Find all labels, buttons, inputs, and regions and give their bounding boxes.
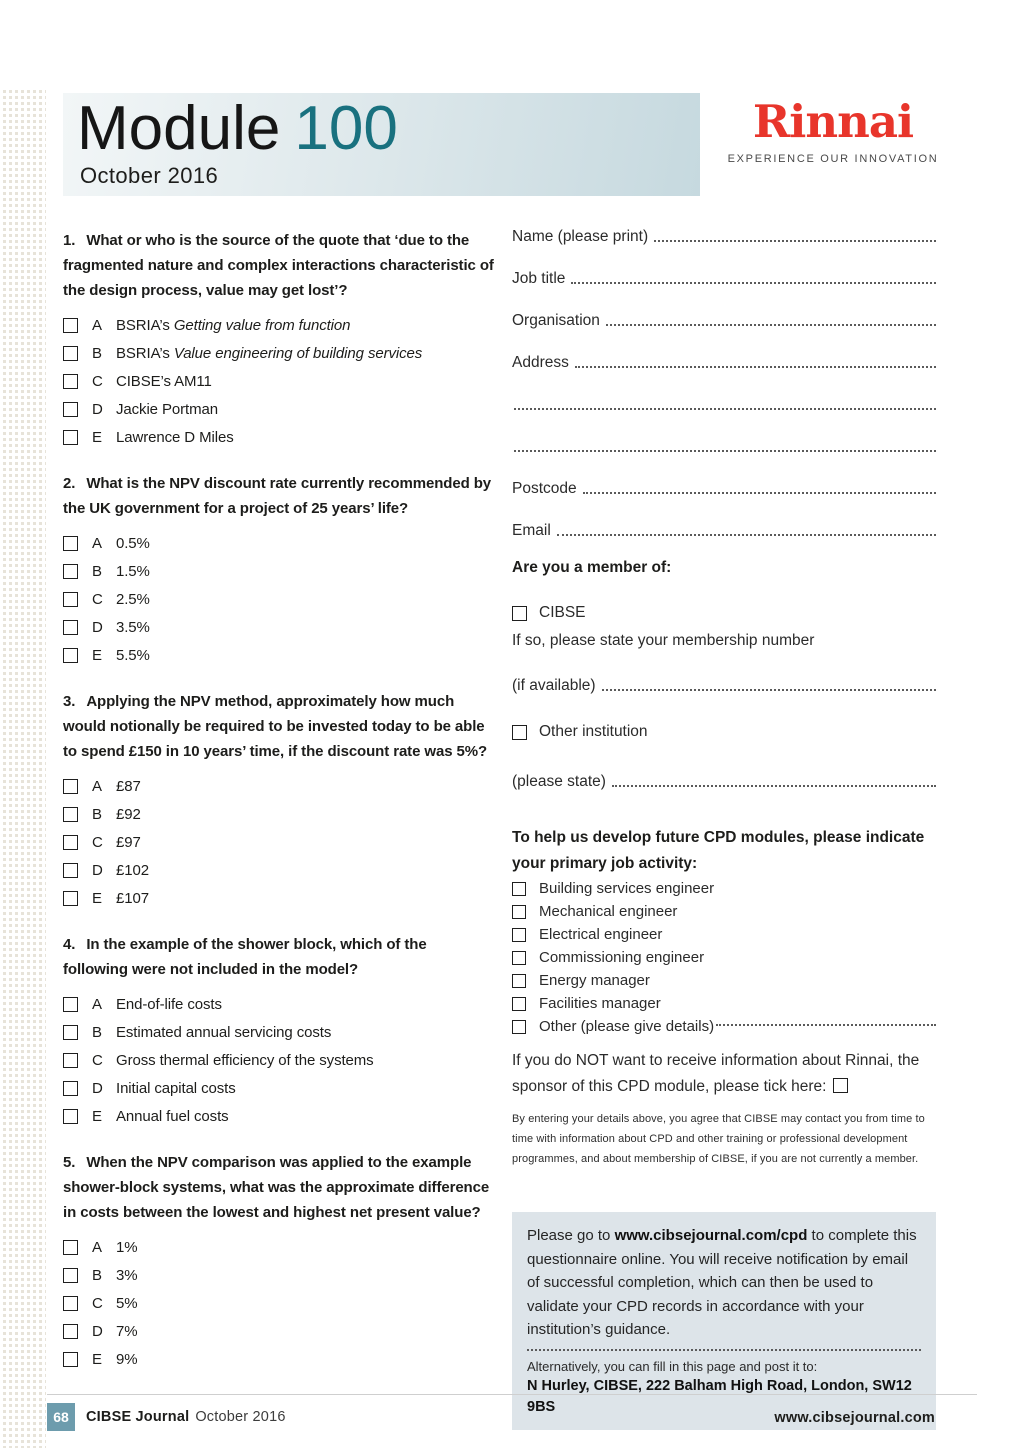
field-label: Address [512,354,569,371]
option-text-main: BSRIA’s [116,344,174,362]
q4-option-c-checkbox[interactable] [63,1053,78,1068]
dotted-line [606,324,936,326]
option-text-main: BSRIA’s [116,316,174,334]
question-text: What is the NPV discount rate currently recommended by the UK government for a project of 25 years’ life? [63,475,492,517]
option-text [116,806,141,823]
q1-option-e-checkbox[interactable] [63,430,78,445]
question-text: Applying the NPV method, approximately how much would notionally be required to be invested today to be able to spend £150 in 10 years’ time, if the discount rate was 5%? [63,693,488,760]
q2-option-b-checkbox[interactable] [63,564,78,579]
option-row [63,1074,495,1102]
option-text-main: Initial capital costs [116,1079,236,1097]
dotted-line [557,534,936,536]
question-1 [63,228,495,451]
question-heading [63,228,495,303]
dotted-line [583,492,936,494]
footer-rule [47,1394,977,1395]
q4-option-a-checkbox[interactable] [63,997,78,1012]
q1-option-a-checkbox[interactable] [63,318,78,333]
info-pre: Please go to [527,1227,615,1244]
option-row [63,884,495,912]
dotted-line [602,689,936,691]
q4-option-d-checkbox[interactable] [63,1081,78,1096]
option-text [116,1080,236,1097]
info-box [512,1212,936,1430]
option-text [116,1295,137,1312]
site-url[interactable]: www.cibsejournal.com [774,1410,935,1426]
option-text-main: Estimated annual servicing costs [116,1023,332,1041]
option-row [63,800,495,828]
info-divider [527,1349,921,1351]
q3-option-a-checkbox[interactable] [63,779,78,794]
job-label: Mechanical engineer [539,903,678,920]
option-text [116,778,141,795]
option-text [116,401,218,418]
option-row [63,339,495,367]
option-text [116,1052,374,1069]
job-activity-heading: To help us develop future CPD modules, please indicate your primary job activity: [512,829,925,872]
option-text [116,619,150,636]
option-row [63,828,495,856]
q2-option-c-checkbox[interactable] [63,592,78,607]
question-heading [63,471,495,521]
option-letter: C [92,833,103,851]
question-text: When the NPV comparison was applied to the example shower-block systems, what was the approximate difference in costs between the lowest and highest net present value? [63,1154,490,1221]
job-label: Other (please give details) [539,1018,715,1035]
option-row [63,311,495,339]
journal-name [86,1409,286,1425]
question-3 [63,689,495,912]
option-text [116,1323,137,1340]
option-text-main: 1.5% [116,562,150,580]
option-row [63,1261,495,1289]
q5-option-e-checkbox[interactable] [63,1352,78,1367]
option-text-main: Gross thermal efficiency of the systems [116,1051,374,1069]
option-letter: D [92,861,103,879]
q2-option-d-checkbox[interactable] [63,620,78,635]
option-letter: B [92,344,103,362]
q1-option-b-checkbox[interactable] [63,346,78,361]
option-text-main: £97 [116,833,141,851]
option-letter: B [92,805,103,823]
job-label: Facilities manager [539,995,661,1012]
q2-option-e-checkbox[interactable] [63,648,78,663]
option-row [63,557,495,585]
option-text [116,317,350,334]
optout-text [512,1048,936,1100]
option-text [116,647,150,664]
page-number-badge: 68 [47,1403,75,1431]
job-facilities-manager-checkbox[interactable] [512,997,526,1011]
option-text-main: £102 [116,861,149,879]
option-text-main: 9% [116,1350,138,1368]
option-letter: C [92,372,103,390]
option-text [116,996,222,1013]
option-text-main: 5.5% [116,646,150,664]
option-text [116,890,149,907]
option-letter: A [92,1238,103,1256]
option-text [116,535,150,552]
field-label: Job title [512,270,566,287]
question-4 [63,932,495,1130]
q5-option-d-checkbox[interactable] [63,1324,78,1339]
footer [47,1403,286,1431]
header-band [63,93,700,196]
option-row [63,641,495,669]
option-text-main: 1% [116,1238,138,1256]
option-text [116,373,212,390]
q2-option-a-checkbox[interactable] [63,536,78,551]
option-row [63,423,495,451]
field-label: (if available) [512,677,596,694]
option-text [116,345,422,362]
dotted-line [514,408,936,410]
book-title-italic: Value engineering of building services [173,344,423,362]
option-row [63,856,495,884]
option-text-main: 3% [116,1266,138,1284]
field-row-address [512,342,936,372]
dotted-line [612,785,936,787]
option-letter: B [92,1023,103,1041]
question-number: 1. [63,232,76,249]
option-row [63,529,495,557]
job-building-services-checkbox[interactable] [512,882,526,896]
option-row [63,1345,495,1373]
issue-date: October 2016 [80,163,219,188]
option-text [116,1267,137,1284]
option-text [116,591,150,608]
option-row [63,990,495,1018]
question-number: 2. [63,475,76,492]
option-text [116,1024,331,1041]
option-letter: A [92,777,103,795]
question-2 [63,471,495,669]
option-text [116,834,141,851]
option-text [116,563,150,580]
job-label: Commissioning engineer [539,949,705,966]
q1-option-c-checkbox[interactable] [63,374,78,389]
question-5 [63,1150,495,1373]
q3-option-d-checkbox[interactable] [63,863,78,878]
option-row [63,1102,495,1130]
option-letter: D [92,618,103,636]
field-label: Postcode [512,480,577,497]
q3-option-e-checkbox[interactable] [63,891,78,906]
optout-sentence: If you do NOT want to receive information about Rinnai, the sponsor of this CPD module, please tick here: [512,1052,920,1095]
form-column [512,216,936,1169]
option-text-main: 7% [116,1322,138,1340]
dotted-line [716,1024,936,1026]
option-text-main: Annual fuel costs [116,1107,229,1125]
option-letter: D [92,1322,103,1340]
job-label: Building services engineer [539,880,715,897]
option-letter: C [92,1051,103,1069]
job-label: Energy manager [539,972,650,989]
left-edge-pattern [0,90,46,1448]
option-row [63,585,495,613]
question-text: What or who is the source of the quote that ‘due to the fragmented nature and complex interactions characteristic of the design process, value may get lost’? [63,232,494,299]
q5-option-c-checkbox[interactable] [63,1296,78,1311]
option-row [63,1046,495,1074]
job-activity-row [512,1015,936,1038]
cibse-member-row [512,604,936,622]
option-text-main: £92 [116,805,141,823]
option-row [63,367,495,395]
option-letter: D [92,1079,103,1097]
option-row [63,772,495,800]
option-text [116,862,149,879]
option-text [116,1239,137,1256]
field-row-organisation [512,300,936,330]
option-letter: E [92,428,103,446]
option-text-main: Jackie Portman [116,400,218,418]
option-letter: A [92,534,103,552]
other-institution-row [512,723,936,741]
page-title [77,93,398,165]
q4-option-e-checkbox[interactable] [63,1109,78,1124]
option-letter: C [92,1294,103,1312]
option-text-main: 3.5% [116,618,150,636]
option-text-main: CIBSE’s AM11 [116,372,212,390]
question-number: 3. [63,693,76,710]
question-number: 5. [63,1154,76,1171]
option-letter: B [92,1266,103,1284]
option-text [116,1351,137,1368]
module-number: 100 [294,94,398,163]
question-heading [63,689,495,764]
job-activity-row [512,969,936,992]
option-letter: E [92,1350,103,1368]
option-row [63,1018,495,1046]
fine-print: By entering your details above, you agree that CIBSE may contact you from time to time with information about CPD and other training or professional development programmes, and about membership of CIBSE, if you are not currently a member. [512,1113,925,1165]
dotted-line [514,450,936,452]
option-text-main: 5% [116,1294,138,1312]
rinnai-logo [727,97,939,165]
field-row-membership-number [512,665,936,695]
question-heading [63,1150,495,1225]
job-electrical-checkbox[interactable] [512,928,526,942]
dotted-line [575,366,936,368]
book-title-italic: Getting value from function [173,316,351,334]
job-other-checkbox[interactable] [512,1020,526,1034]
option-letter: E [92,889,103,907]
dotted-line [571,282,936,284]
footer-date: October 2016 [195,1409,286,1425]
question-text: In the example of the shower block, which of the following were not included in the model? [63,936,427,978]
option-text-main: End-of-life costs [116,995,222,1013]
option-text-main: £87 [116,777,141,795]
field-label: Email [512,522,551,539]
option-letter: A [92,316,103,334]
q4-option-b-checkbox[interactable] [63,1025,78,1040]
job-activity-row [512,992,936,1015]
q5-option-b-checkbox[interactable] [63,1268,78,1283]
q3-option-b-checkbox[interactable] [63,807,78,822]
option-letter: D [92,400,103,418]
questions-column [63,228,495,1393]
other-institution-checkbox[interactable] [512,725,527,740]
member-heading: Are you a member of: [512,559,672,576]
option-text-main: £107 [116,889,149,907]
field-label: Organisation [512,312,600,329]
option-text [116,1108,229,1125]
job-energy-manager-checkbox[interactable] [512,974,526,988]
field-row-name [512,216,936,246]
job-label: Electrical engineer [539,926,663,943]
info-post: to complete this questionnaire online. You will receive notification by email of successful completion, which can then be used to validate your CPD records in accordance with your institution’s guidance. [527,1227,917,1338]
field-row-please-state [512,761,936,791]
option-letter: A [92,995,103,1013]
optout-checkbox[interactable] [833,1078,848,1093]
option-text [116,429,234,446]
journal-title: CIBSE Journal [86,1409,190,1425]
option-text-main: 2.5% [116,590,150,608]
job-commissioning-checkbox[interactable] [512,951,526,965]
field-label: Name (please print) [512,228,649,245]
option-row [63,1233,495,1261]
dotted-line [654,240,936,242]
question-heading [63,932,495,982]
membership-hint: If so, please state your membership number [512,632,815,649]
field-row-address-2 [512,384,936,414]
question-number: 4. [63,936,76,953]
cpd-link[interactable]: www.cibsejournal.com/cpd [614,1227,808,1244]
q5-option-a-checkbox[interactable] [63,1240,78,1255]
option-letter: C [92,590,103,608]
job-activity-row [512,946,936,969]
cibse-checkbox[interactable] [512,606,527,621]
job-activity-row [512,900,936,923]
module-word: Module [77,94,281,163]
brand-tagline: EXPERIENCE OUR INNOVATION [727,153,939,165]
option-row [63,1289,495,1317]
option-text-main: 0.5% [116,534,150,552]
job-activity-row [512,923,936,946]
option-letter: E [92,646,103,664]
field-row-job-title [512,258,936,288]
field-label: (please state) [512,773,606,790]
postal-address: N Hurley, CIBSE, 222 Balham High Road, London, SW12 9BS [527,1377,912,1415]
job-mechanical-checkbox[interactable] [512,905,526,919]
field-row-email [512,510,936,540]
other-institution-label: Other institution [539,723,648,740]
option-letter: B [92,562,103,580]
field-row-address-3 [512,426,936,456]
option-row [63,395,495,423]
brand-name: Rinnai [752,95,914,148]
info-text [527,1224,921,1342]
alternative-text: Alternatively, you can fill in this page and post it to: [527,1358,818,1374]
option-row [63,613,495,641]
cibse-label: CIBSE [539,604,586,621]
option-row [63,1317,495,1345]
q3-option-c-checkbox[interactable] [63,835,78,850]
option-letter: E [92,1107,103,1125]
field-row-postcode [512,468,936,498]
option-text-main: Lawrence D Miles [116,428,234,446]
q1-option-d-checkbox[interactable] [63,402,78,417]
job-activity-row [512,877,936,900]
